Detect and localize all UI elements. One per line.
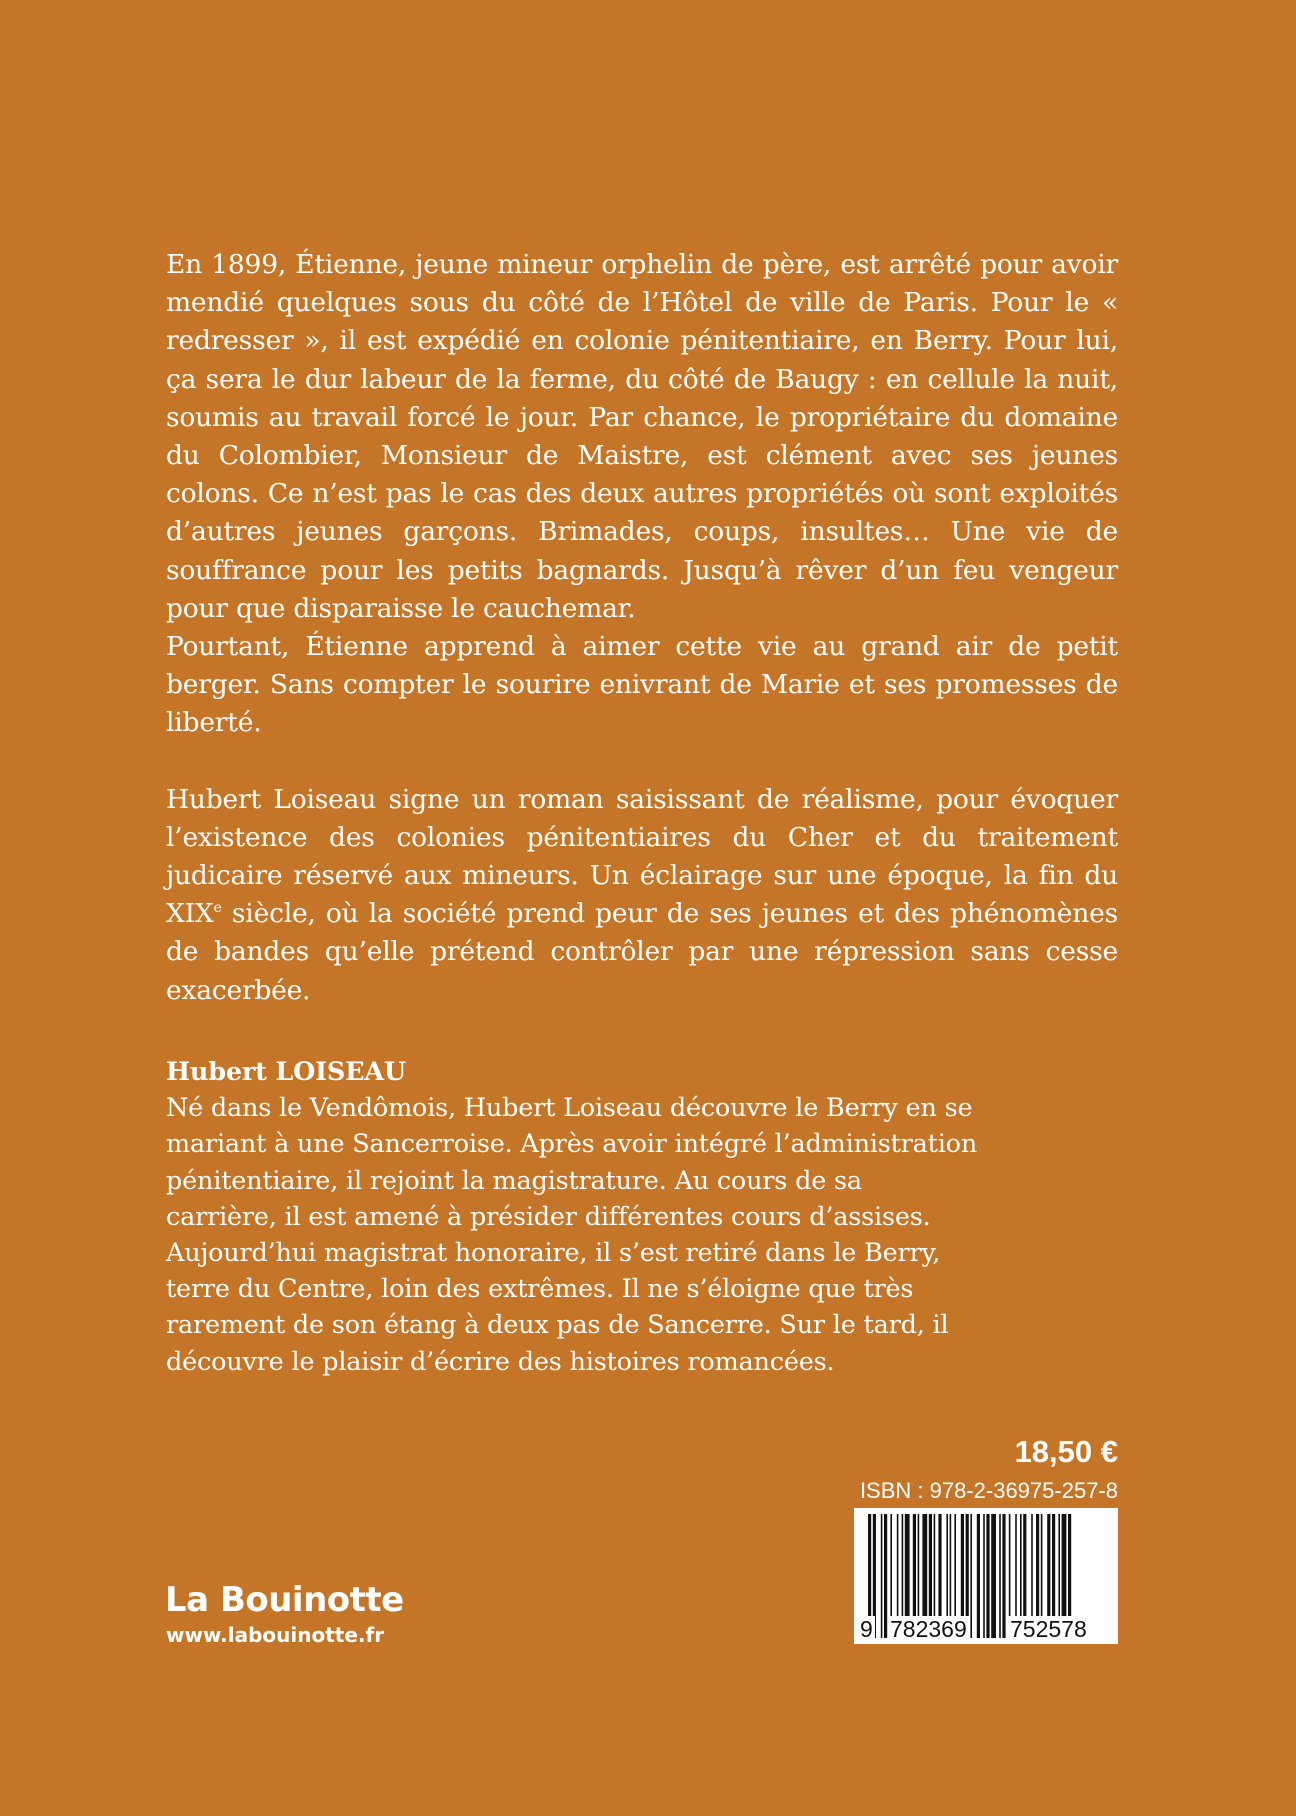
barcode-digit-first: 9 xyxy=(860,1616,873,1642)
author-name: Hubert LOISEAU xyxy=(166,1057,406,1087)
barcode-bar xyxy=(1002,1514,1005,1638)
back-cover-blurb xyxy=(166,246,1118,1010)
barcode-bar xyxy=(881,1514,883,1638)
isbn-label: ISBN : 978-2-36975-257-8 xyxy=(859,1478,1118,1503)
publisher-logo: La Bouinotte xyxy=(165,1580,404,1620)
barcode-bar xyxy=(986,1514,989,1638)
blurb-paragraph: Pourtant, Étienne apprend à aimer cette vie au grand air de petit berger. Sans compter le sourire enivrant de Marie et ses promesses de liberté. xyxy=(166,631,1118,739)
barcode-bar xyxy=(884,1514,887,1638)
barcode-bar xyxy=(999,1514,1001,1638)
isbn-barcode xyxy=(854,1508,1118,1644)
barcode-digits-right: 752578 xyxy=(1010,1616,1087,1642)
blurb-paragraph: En 1899, Étienne, jeune mineur orphelin de père, est arrêté pour avoir mendié quelques sous du côté de l’Hôtel de ville de Paris. Pour le « redresser », il est expédié en colonie pénitentiaire, en Berry. Pour lui, ça sera le dur labeur de la ferme, du côté de Baugy : en cellule la nuit, soumis au travail forcé le jour. Par chance, le propriétaire du domaine du Colombier, Monsieur de Maistre, est clément avec ses jeunes colons. Ce n’est pas le cas des deux autres propriétés où sont exploités d’autres jeunes garçons. Brimades, coups, insultes… Une vie de souffrance pour les petits bagnards. Jusqu’à rêver d’un feu vengeur pour que disparaisse le cauchemar. xyxy=(166,249,1118,624)
paragraph-spacer xyxy=(166,743,1118,781)
barcode-bar xyxy=(983,1514,985,1638)
blurb-text: Hubert Loiseau signe un roman saisissant de réalisme, pour évoquer l’existence des colonies pénitentiaires du Cher et du traitement judicaire réservé aux mineurs. Un éclairage sur une époque, la fin du XIX xyxy=(166,783,1118,930)
barcode-bar xyxy=(991,1514,996,1638)
century-superscript: e xyxy=(213,900,222,917)
blurb-paragraph xyxy=(166,781,1118,1010)
author-section xyxy=(166,1054,978,1380)
barcode-bar xyxy=(970,1514,972,1638)
barcode-digits-left: 782369 xyxy=(890,1616,967,1642)
barcode-bar xyxy=(977,1514,980,1638)
author-bio: Né dans le Vendômois, Hubert Loiseau découvre le Berry en se mariant à une Sancerroise. Après avoir intégré l’administration pénitentiaire, il rejoint la magistrature. Au cours de sa carrière, il est amené à présider différentes cours d’assises. Aujourd’hui magistrat honoraire, il s’est retiré dans le Berry, terre du Centre, loin des extrêmes. Il ne s’éloigne que très rarement de son étang à deux pas de Sancerre. Sur le tard, il découvre le plaisir d’écrire des histoires romancées. xyxy=(166,1093,978,1377)
blurb-text: siècle, où la société prend peur de ses jeunes et des phénomènes de bandes qu’elle prétend contrôler par une répression sans cesse exacerbée. xyxy=(166,898,1118,1006)
publisher-website: www.labouinotte.fr xyxy=(166,1623,385,1647)
price-label: 18,50 € xyxy=(1014,1434,1118,1469)
